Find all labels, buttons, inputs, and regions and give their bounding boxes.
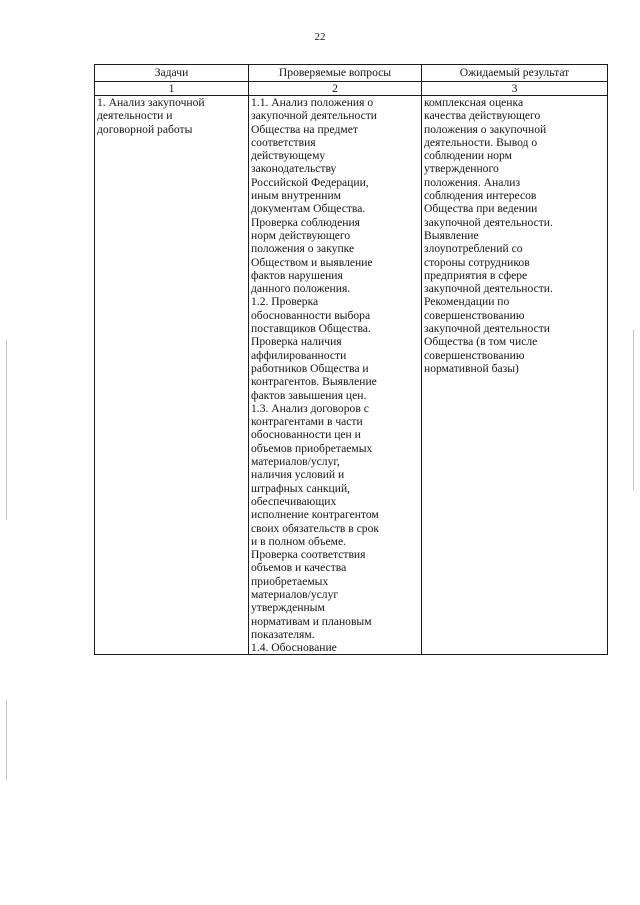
header-questions: Проверяемые вопросы	[249, 65, 422, 82]
question-line: материалов/услуг,	[251, 455, 340, 469]
result-line: соблюдения интересов	[424, 189, 537, 203]
question-line: поставщиков Общества.	[251, 322, 371, 336]
question-line: аффилированности	[251, 348, 347, 362]
header-expected-result: Ожидаемый результат	[422, 65, 608, 82]
question-line: Обществом и выявление	[251, 255, 373, 269]
question-line: Российской Федерации,	[251, 175, 369, 189]
task-line: 1. Анализ закупочной	[97, 96, 205, 109]
scan-margin-mark	[6, 340, 7, 520]
question-line: закупочной деятельности	[251, 109, 377, 123]
question-line: норм действующего	[251, 228, 351, 242]
column-number: 2	[249, 82, 422, 96]
question-line: контрагентами в части	[251, 415, 363, 429]
result-line: Общества (в том числе	[424, 335, 538, 349]
question-line: действующему	[251, 149, 326, 163]
question-line: обоснованности выбора	[251, 308, 371, 322]
question-line: наличия условий и	[251, 468, 345, 482]
question-line: соответствия	[251, 135, 316, 149]
result-line: Общества при ведении	[424, 202, 538, 216]
question-line: 1.3. Анализ договоров с	[251, 401, 369, 415]
result-line: утвержденного	[424, 162, 499, 176]
result-line: злоупотреблений со	[424, 242, 523, 256]
question-line: Проверка соответствия	[251, 548, 366, 562]
question-line: положения о закупке	[251, 242, 355, 256]
result-line: закупочной деятельности.	[424, 282, 553, 296]
result-line: предприятия в сфере	[424, 268, 528, 282]
question-line: объемов и качества	[251, 561, 347, 575]
question-line: Проверка соблюдения	[251, 215, 361, 229]
question-line: показателям.	[251, 627, 315, 641]
column-number: 1	[95, 82, 249, 96]
question-line: материалов/услуг	[251, 587, 339, 601]
question-line: 1.4. Обоснование	[251, 641, 337, 655]
result-line: Рекомендации по	[424, 295, 510, 309]
task-line: деятельности и	[97, 109, 173, 123]
column-number: 3	[422, 82, 608, 96]
result-line: комплексная оценка	[424, 96, 524, 109]
scan-margin-mark	[6, 700, 7, 780]
question-line: обоснованности цен и	[251, 428, 361, 442]
page-number: 22	[314, 31, 326, 43]
result-line: совершенствованию	[424, 308, 525, 322]
question-line: фактов завышения цен.	[251, 388, 367, 402]
table-header-row	[95, 65, 608, 82]
question-line: объемов приобретаемых	[251, 441, 373, 455]
audit-plan-table	[94, 64, 608, 655]
question-line: работников Общества и	[251, 361, 369, 375]
task-cell	[95, 96, 249, 655]
question-line: 1.1. Анализ положения о	[251, 96, 374, 109]
question-line: документам Общества.	[251, 202, 366, 216]
result-line: закупочной деятельности	[424, 322, 550, 336]
question-line: 1.2. Проверка	[251, 295, 319, 309]
question-line: нормативам и плановым	[251, 614, 372, 628]
question-line: контрагентов. Выявление	[251, 375, 377, 389]
question-line: штрафных санкций,	[251, 481, 351, 495]
question-line: обеспечивающих	[251, 494, 337, 508]
result-line: совершенствованию	[424, 348, 525, 362]
result-line: закупочной деятельности.	[424, 215, 553, 229]
scan-margin-mark	[633, 330, 634, 490]
questions-cell	[249, 96, 422, 655]
task-line: договорной работы	[97, 122, 193, 136]
question-line: данного положения.	[251, 282, 351, 296]
result-line: соблюдении норм	[424, 149, 512, 163]
result-line: нормативной базы)	[424, 361, 519, 375]
result-line: качества действующего	[424, 109, 541, 123]
result-line: положения. Анализ	[424, 175, 521, 189]
result-line: деятельности. Вывод о	[424, 135, 538, 149]
question-line: приобретаемых	[251, 574, 329, 588]
result-line: стороны сотрудников	[424, 255, 530, 269]
question-line: и в полном объеме.	[251, 534, 347, 548]
question-line: утвержденным	[251, 601, 325, 615]
question-line: иным внутренним	[251, 189, 342, 203]
question-line: Проверка наличия	[251, 335, 342, 349]
result-line: положения о закупочной	[424, 122, 547, 136]
result-line: Выявление	[424, 228, 479, 242]
question-line: исполнение контрагентом	[251, 508, 379, 522]
question-line: своих обязательств в срок	[251, 521, 380, 535]
table-row	[95, 96, 608, 655]
question-line: Общества на предмет	[251, 122, 358, 136]
column-number-row	[95, 82, 608, 96]
question-line: законодательству	[251, 162, 337, 176]
question-line: фактов нарушения	[251, 268, 343, 282]
header-tasks: Задачи	[95, 65, 249, 82]
expected-result-cell	[422, 96, 608, 655]
